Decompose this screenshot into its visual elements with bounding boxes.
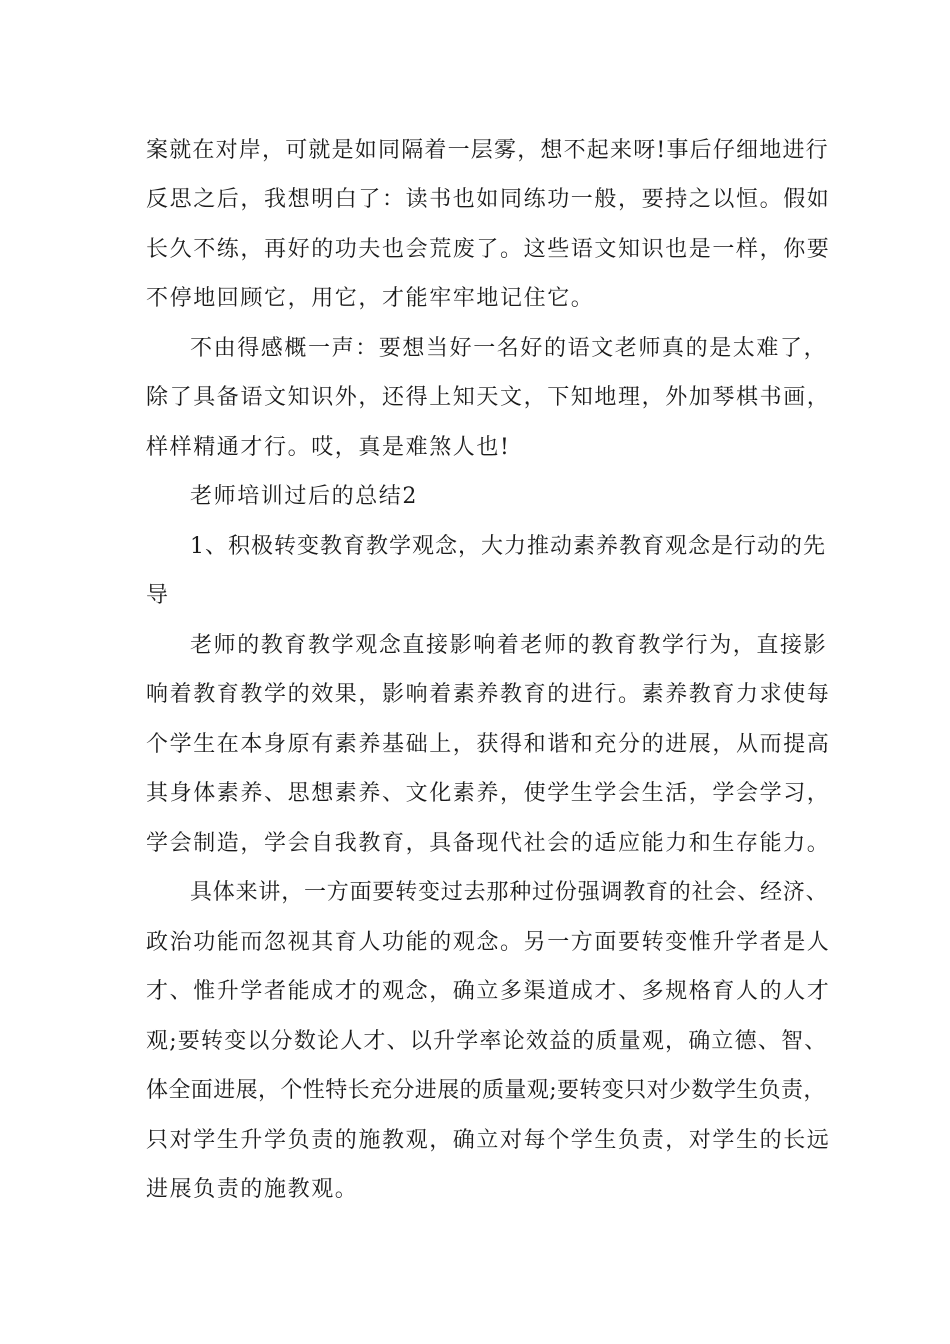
text-line: 样样精通才行。哎，真是难煞人也! xyxy=(146,435,511,460)
text-line: 政治功能而忽视其育人功能的观念。另一方面要转变惟升学者是人 xyxy=(146,930,831,955)
text-line: 其身体素养、思想素养、文化素养，使学生学会生活，学会学习， xyxy=(146,781,831,806)
text-line: 具体来讲，一方面要转变过去那种过份强调教育的社会、经济、 xyxy=(190,880,829,905)
text-line: 不由得感概一声：要想当好一名好的语文老师真的是太难了， xyxy=(190,336,828,361)
text-line: 学会制造，学会自我教育，具备现代社会的适应能力和生存能力。 xyxy=(146,831,831,856)
text-line: 导 xyxy=(146,583,170,608)
text-line: 老师的教育教学观念直接影响着老师的教育教学行为，直接影 xyxy=(190,633,828,658)
text-line: 体全面进展，个性特长充分进展的质量观;要转变只对少数学生负责， xyxy=(146,1078,826,1103)
text-line: 进展负责的施教观。 xyxy=(146,1177,359,1202)
text-line: 案就在对岸，可就是如同隔着一层雾，想不起来呀!事后仔细地进行 xyxy=(146,138,829,163)
text-line: 反思之后，我想明白了：读书也如同练功一般，要持之以恒。假如 xyxy=(146,187,831,212)
text-line: 观;要转变以分数论人才、以升学率论效益的质量观，确立德、智、 xyxy=(146,1029,828,1054)
section-heading: 老师培训过后的总结2 xyxy=(190,484,418,509)
text-line: 只对学生升学负责的施教观，确立对每个学生负责，对学生的长远 xyxy=(146,1128,831,1153)
text-line: 除了具备语文知识外，还得上知天文，下知地理，外加琴棋书画， xyxy=(146,385,831,410)
text-line: 响着教育教学的效果，影响着素养教育的进行。素养教育力求使每 xyxy=(146,682,831,707)
text-line: 1、积极转变教育教学观念，大力推动素养教育观念是行动的先 xyxy=(190,534,826,559)
text-line: 个学生在本身原有素养基础上，获得和谐和充分的进展，从而提高 xyxy=(146,732,831,757)
text-line: 长久不练，再好的功夫也会荒废了。这些语文知识也是一样，你要 xyxy=(146,237,831,262)
text-line: 才、惟升学者能成才的观念，确立多渠道成才、多规格育人的人才 xyxy=(146,979,831,1004)
text-line: 不停地回顾它，用它，才能牢牢地记住它。 xyxy=(146,286,595,311)
